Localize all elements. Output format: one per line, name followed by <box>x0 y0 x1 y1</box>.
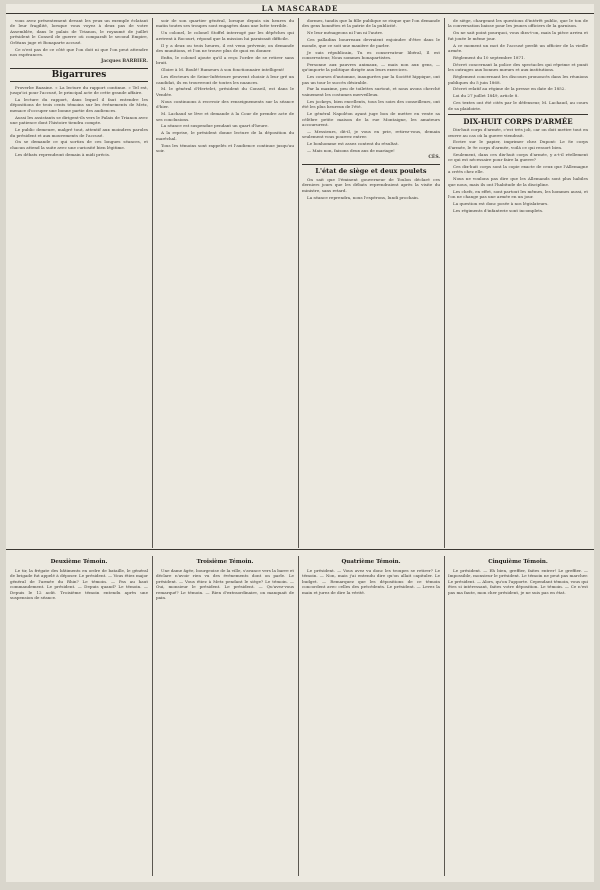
article-text: Ecrire sur le papier, imprimer chez Dupont: Le 8e corps d'armée, le 9e corps d'armée, voilà ce qui ressort bien. <box>448 139 588 150</box>
article-text: Un colonel, le colonel Stoffel interrogé par les dépêches qui arrivent à Rocourt, répond que la mission lui paraissait difficile. <box>156 30 294 41</box>
article-text: On se demande ce qui sortira de ces longues séances, et chacun attend la suite avec une curiosité bien légitime. <box>10 139 148 150</box>
article-text: La question est donc posée à nos législateurs. <box>453 200 549 206</box>
witness-heading: Quatrième Témoin. <box>341 559 401 565</box>
article-text: Nous ne voulons pas dire que les Allemands sont plus habiles que nous, mais ils ont l'habitude de la discipline. <box>448 176 588 187</box>
article-text: soir de son quartier général, lorsque depuis six heures du matin toutes ses troupes sont engagées dans une lutte terrible. <box>156 18 294 29</box>
article-text: Ce n'est pas de ce côté que l'on doit ni que l'on peut attendre nos espérances. <box>10 46 148 57</box>
article-text: Ces dix-huit corps sont la copie exacte de ceux que l'Allemagne a créés chez elle. <box>448 164 588 175</box>
column-divider <box>444 556 445 876</box>
article-text: Le général Napoléon ayant juge bon de mettre en vente sa célèbre petite maison de la rue Montaigne, les amateurs accoururent. <box>302 111 440 127</box>
article-rule <box>448 114 588 115</box>
column-divider <box>298 18 299 548</box>
witness-heading: Deuxième Témoin. <box>50 559 108 565</box>
article-text: Les courses d'automne, inaugurées par la Société hippique, ont pas un tour le succès désirable. <box>302 74 440 85</box>
article-text: — Mais non, faisons deux ans de mariage! <box>307 148 395 154</box>
article-signature: Jacques BARBIER. <box>101 59 148 65</box>
article-text: Le bonhomme est assez content du résultat. <box>307 141 399 147</box>
lower-column-3 <box>302 556 440 876</box>
article-text: Décret relatif au régime de la presse en date de 1852. <box>453 86 566 92</box>
article-text: Dix-huit corps d'armée, c'est très joli, car on doit mettre tout en œuvre au cas où la guerre viendrait. <box>448 127 588 138</box>
article-heading: DIX-HUIT CORPS D'ARMÉE <box>463 117 573 127</box>
article-text: Il y a deux ou trois heures, il est venu prévenir, on demande des munitions, et l'on ne trouve plus de quoi en donner. <box>156 42 294 54</box>
column-3 <box>302 18 440 548</box>
article-text: Ces textes ont été cités par le défenseur, M. Lachaud, au cours de sa plaidoirie. <box>448 100 588 111</box>
article-text: A ce moment un mot de l'accusé perdit un officier de la vieille armée. <box>448 42 588 54</box>
article-text: Le tir, la frégate des bâtiments en ordre de bataille, le général de brigade fut appelé à déposer. Le président. — Vous étiez major général de l'armée du Rhin? Le témoin. — Pas au haut commandement. Le président. — Depuis quand? Le témoin. — Depuis le 12 août. Troisième témoin entendu après une suspension de séance. <box>10 568 148 601</box>
horizontal-divider <box>6 549 594 550</box>
article-text: On sait que l'éminent gouverneur de Toulon déclaré ces derniers jours que les débats reprendraient après la visite du ministre, sans retard. <box>302 176 440 193</box>
article-text: Les régiments d'infanterie sont incomplets. <box>453 207 544 213</box>
article-text: Aussi les assistants se dirigent-ils vers le Palais de Trianon avec une patience dont l'histoire tiendra compte. <box>10 114 148 126</box>
article-text: On ne sait point pourquoi, vous dira-t-on, mais la pièce arriva et fut jouée le même jour. <box>448 30 588 41</box>
article-signature: CÉS. <box>428 155 440 161</box>
article-text: La lecture du rapport, dans lequel il faut entendre les dépositions de trois cents témoins sur les événements de Metz, menace d'occuper une bonne partie des audiences. <box>10 97 148 113</box>
witness-heading: Troisième Témoin. <box>196 559 254 565</box>
article-heading: L'état de siège et deux poulets <box>315 166 427 175</box>
article-text: Tous les témoins sont rappelés et l'audience continue jusqu'au soir. <box>156 142 294 154</box>
article-text: dormes, tandis que la fille publique se risque que l'on demande des gens honnêtes et la patrie de la publicité. <box>302 18 440 29</box>
article-text: Gloire à M. Boulé! Rumeurs à son fonctionnaire intelligent! <box>161 67 285 73</box>
article-text: Les chefs, en effet, sont partout les mêmes, les hommes aussi, et l'on ne change pas une armée en un jour. <box>448 188 588 200</box>
lower-column-4 <box>448 556 588 876</box>
article-text: La séance est suspendue pendant un quart d'heure. <box>161 123 269 129</box>
article-text: Décret concernant la police des spectacles qui réprime et punit les outrages aux bonnes mœurs et aux institutions. <box>448 61 588 73</box>
article-text: Règlement du 10 septembre 1871. <box>453 54 525 60</box>
article-text: Ces palladins bourreaux devraient enjoindre d'être dans le monde, que ce soit une manière de parler. <box>302 37 440 48</box>
article-text: M. Lachaud se lève et demande à la Cour de prendre acte de ses conclusions. <box>156 111 294 122</box>
article-text: Une dame âgée, bourgeoise de la ville, s'avance vers la barre et déclare n'avoir rien vu des événements dont on parle. Le président. — Vous étiez à Metz pendant le siège? Le témoin. — Oui, monsieur le président. Le président. — Qu'avez-vous remarqué? Le témoin. — Rien d'extraordinaire, on manquait de pain. <box>156 568 294 601</box>
article-text: Enfin, le colonel ajoute qu'il a reçu l'ordre de se retirer sans bruit. <box>156 54 294 66</box>
article-text: Règlement concernant les discours prononcés dans les réunions publiques du 5 juin 1868. <box>448 74 588 85</box>
column-2 <box>156 18 294 548</box>
column-1 <box>10 18 148 548</box>
column-divider <box>152 556 153 876</box>
article-rule <box>302 164 440 165</box>
newspaper-page <box>6 4 594 882</box>
article-text: Nous continuons à recevoir des renseignements sur la séance d'hier. <box>156 98 294 110</box>
article-text: Le public demeure, malgré tout, attentif aux moindres paroles du président et aux mouvements de l'accusé. <box>10 127 148 138</box>
article-text: Le président. — Eh bien, greffier, faites entrer! Le greffier. — Impossible, monsieur le président. Le témoin ne peut pas marcher. Le président. — Alors, qu'on l'apporte. Cependant témoin, vous qui êtes si intéressant, faites votre déposition. Le témoin. — Ce n'est pas ma faute, mon cher président, je ne suis pas en état. <box>448 568 588 595</box>
masthead: LA MASCARADE <box>6 4 594 14</box>
article-text: Loi du 27 juillet 1849, article 8. <box>453 93 519 99</box>
article-text: Les jockeys, bien excellents, tous les soirs des conseilleurs, ont été les plus heureux de l'été. <box>302 98 440 110</box>
article-text: — Messieurs, dit-il, je vous en prie, retirez-vous, demain seulement vous pourrez entrer. <box>302 128 440 140</box>
article-text: M. le général d'Hertelet, président du Conseil, est dans le Vendée. <box>156 86 294 97</box>
lower-column-1 <box>10 556 148 876</box>
article-text: Les débats reprendront demain à midi précis. <box>15 151 111 157</box>
article-text: Ne leur ménageons ni l'un ni l'autre. <box>307 30 384 36</box>
column-divider <box>444 18 445 548</box>
article-text: vous avez présentement devant les yeux un exemple éclatant de leur fragilité, lorsque vous voyez à deux pas de votre Assemblée, dans le palais de Trianon, le royaumé de juillet président le Conseil de guerre où comparaît le second Empire, Orléans juge et Bonaparte accusé. <box>10 18 148 45</box>
column-divider <box>298 556 299 876</box>
article-text: Seulement, dans ces dix-huit corps d'armée, y a-t-il réellement ce qui est nécessaire pour faire la guerre? <box>448 151 588 163</box>
article-text: La séance reprendra, nous l'espérons, lundi prochain. <box>307 194 420 200</box>
article-text: Je suis républicain, Tu es conservateur libéral, Il est conservateur, Nous sommes bonapartistes. <box>302 49 440 60</box>
article-text: Par la maxime, peu de toilettes surtout, et nous avons cherché vainement les costumes merveilleux. <box>302 86 440 97</box>
lower-column-2 <box>156 556 294 876</box>
article-text: Proverbe Bazaine. « La lecture du rapport continue. » Tel est, jusqu'ici pour l'accusé, le principal acte de cette grande affaire. <box>10 84 148 96</box>
article-text: Le président. — Vous avez vu donc les troupes se retirer? Le témoin. — Non, mais j'ai entendu dire qu'on allait capituler. Le budget. — Remarquez que les dépositions de ce témoin concordent avec celles des précédents. Le président. — Levez la main et jurez de dire la vérité. <box>302 568 440 595</box>
article-text: A la reprise, le président donne lecture de la déposition du maréchal. <box>156 130 294 141</box>
section-heading-bigarrures: Bigarrures <box>10 68 148 82</box>
column-4 <box>448 18 588 548</box>
article-text: Les électeurs de Seine-Inférieure peuvent choisir à leur gré un candidat, ils en trouveront de toutes les nuances. <box>156 74 294 85</box>
article-text: Personne aux pauvres animaux, — mais non aux gens, — qu'importe la politique dirigée aux leurs exercices. <box>302 61 440 73</box>
witness-heading: Cinquième Témoin. <box>488 559 548 565</box>
article-text: de siège, chargeant les questions d'intérêt public, que le ton de la conversation baisse pour les jeunes officiers de la garnison. <box>448 18 588 29</box>
column-divider <box>152 18 153 548</box>
